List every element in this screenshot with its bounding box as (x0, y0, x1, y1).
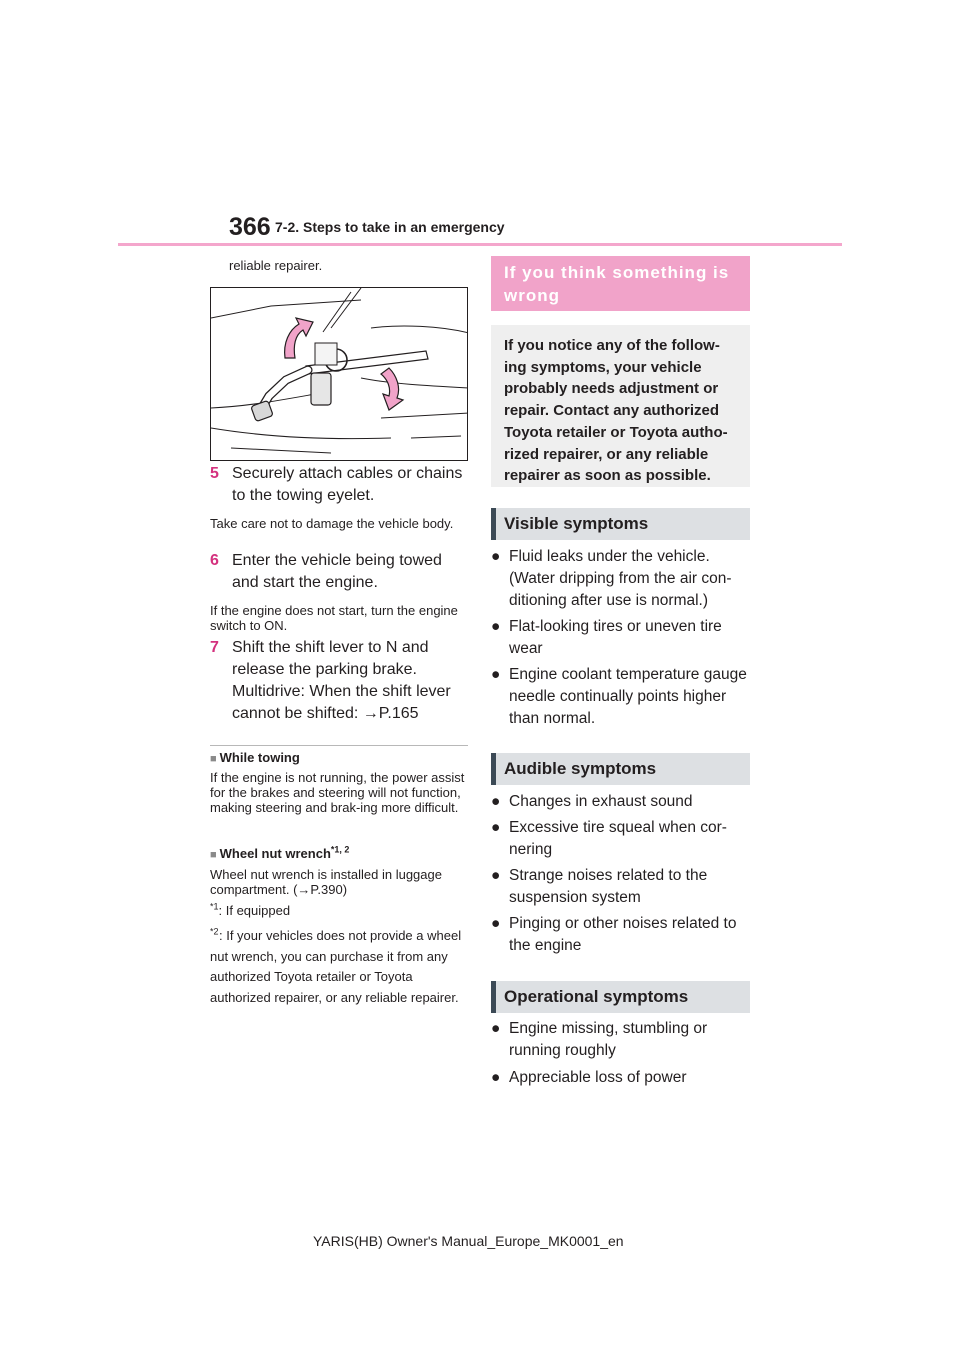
visible-symptoms-heading: Visible symptoms (491, 508, 750, 540)
square-bullet-icon: ■ (210, 753, 217, 765)
bullet-icon: ● (491, 1069, 501, 1086)
step-5-note: Take care not to damage the vehicle body. (210, 516, 454, 531)
bullet-icon: ● (491, 548, 501, 565)
while-towing-text: If the engine is not running, the power assist for the brakes and steering will not function, making steering and brak-ing more difficult. (210, 770, 465, 815)
step-number: 7 (210, 639, 219, 656)
audible-symptoms-heading: Audible symptoms (491, 753, 750, 785)
main-heading: If you think something is wrong (491, 256, 750, 311)
divider (210, 745, 468, 746)
bullet-icon: ● (491, 793, 501, 810)
step-6-note: If the engine does not start, turn the engine switch to ON. (210, 603, 458, 633)
bullet-icon: ● (491, 1020, 501, 1037)
header-rule (118, 243, 842, 246)
page-number: 366 (229, 213, 271, 241)
bullet-icon: ● (491, 666, 501, 683)
intro-box: If you notice any of the follow-ing symptoms, your vehicle probably needs adjustment or repair. Contact any authorized Toyota retailer or Toyota autho-rized repairer, or any reliable repairer as soon as possible. (491, 325, 750, 487)
footnote-1: $^{*1}$: If equipped (210, 901, 291, 918)
bullet-icon: ● (491, 867, 501, 884)
bullet-icon: ● (491, 618, 501, 635)
section-title: 7-2. Steps to take in an emergency (275, 219, 505, 235)
square-bullet-icon: ■ (210, 849, 217, 861)
step-number: 6 (210, 552, 219, 569)
step-number: 5 (210, 465, 219, 482)
footnote-2: $^{*2}$ : If your vehicles does not provide a wheel nut wrench, you can purchase it from any authorized Toyota retailer or Toyota authorized repairer, or any reliable repairer. (210, 926, 462, 1005)
step-text: Securely attach cables or chains to the towing eyelet. (232, 465, 463, 504)
wheel-nut-heading: ■ Wheel nut wrench$^{*1, 2}$ (210, 844, 350, 861)
step-5 (210, 463, 463, 504)
intro-text: reliable repairer. (229, 258, 323, 273)
wheel-nut-text: Wheel nut wrench is installed in luggage compartment. (→P.390) (210, 867, 442, 897)
bullet-icon: ● (491, 915, 501, 932)
step-6 (210, 550, 442, 591)
operational-symptoms-heading: Operational symptoms (491, 981, 750, 1013)
step-text: Shift the shift lever to N and release the parking brake. (232, 639, 429, 678)
step-text: Enter the vehicle being towed and start the engine. (232, 552, 442, 591)
manual-footer: YARIS(HB) Owner's Manual_Europe_MK0001_en (313, 1233, 624, 1249)
wrench-illustration-icon (211, 288, 468, 461)
towing-eyelet-illustration (210, 287, 468, 461)
while-towing-heading: ■ While towing (210, 750, 300, 765)
step-text-multidrive: Multidrive: When the shift lever cannot be shifted: →P.165 (232, 683, 451, 722)
step-7 (210, 637, 451, 722)
bullet-icon: ● (491, 819, 501, 836)
